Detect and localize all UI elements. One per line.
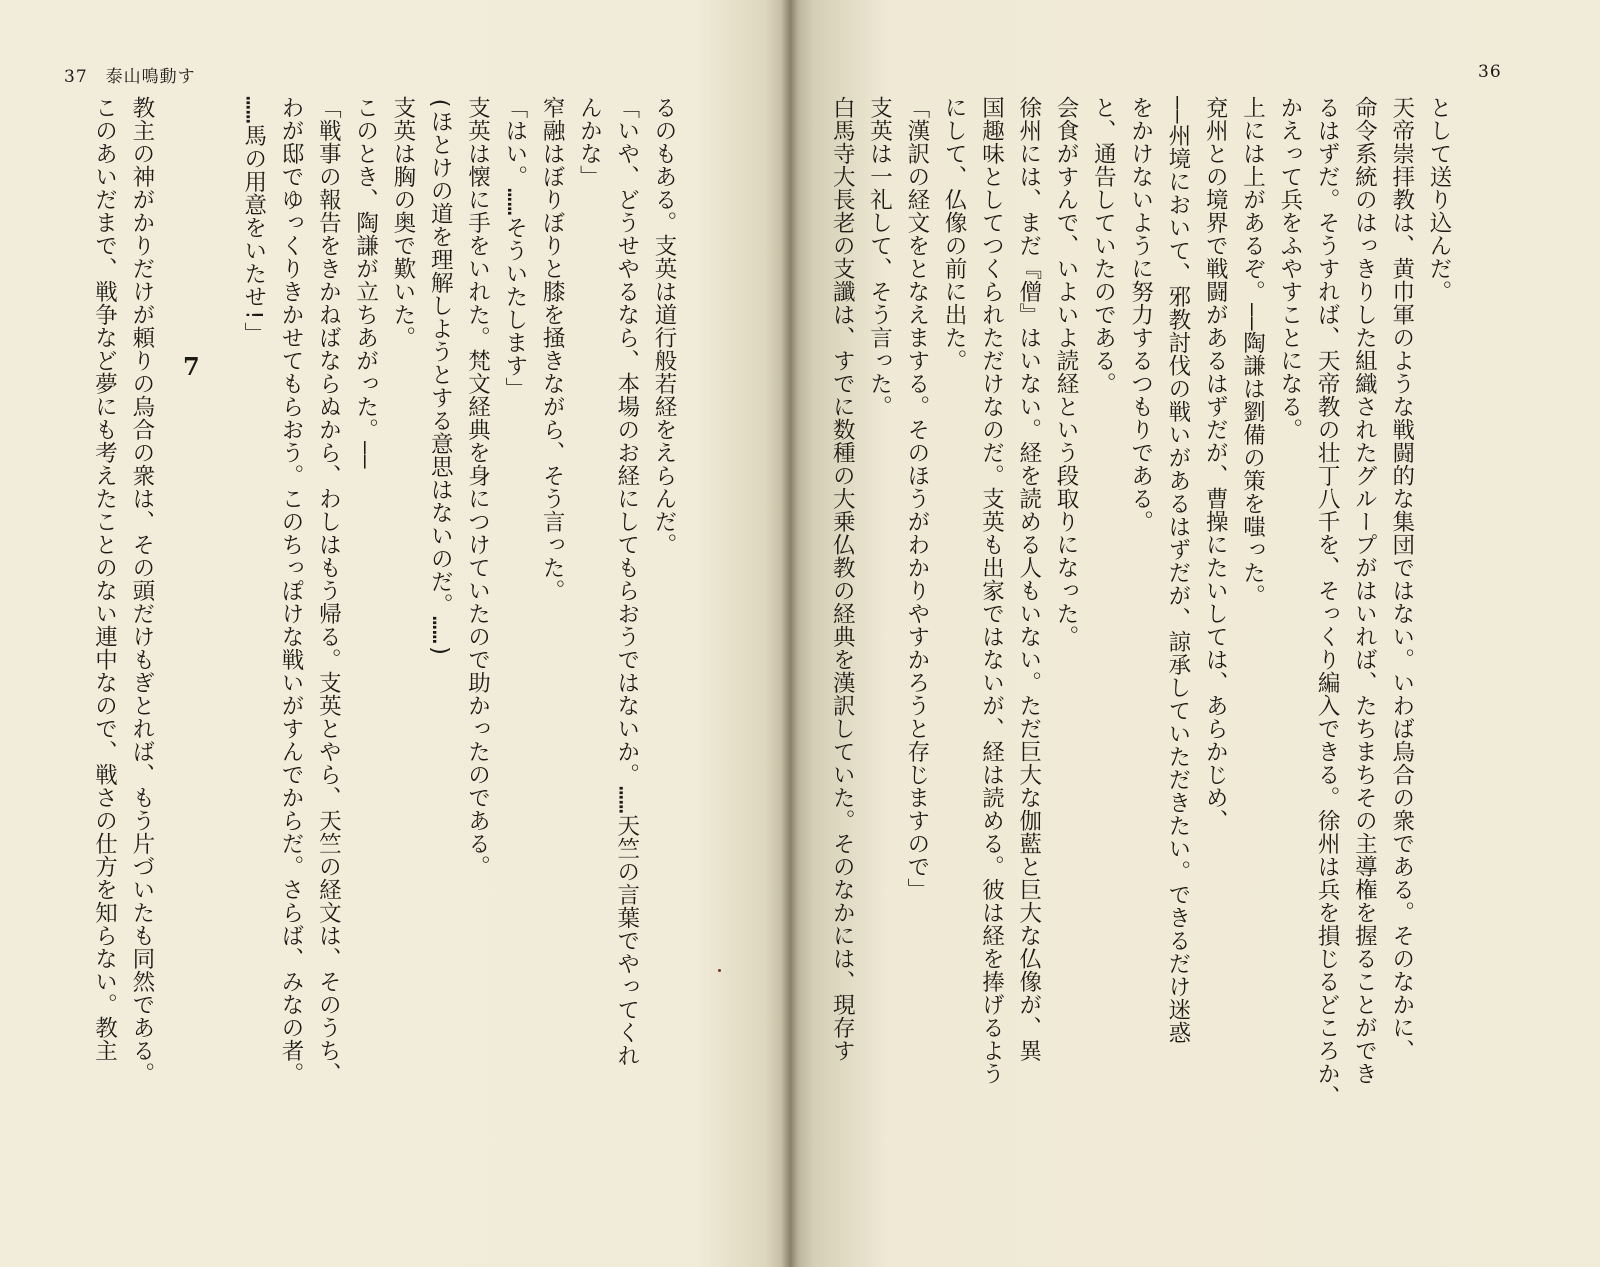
text-line: 天帝崇拝教は、黄巾軍のような戦闘的な集団ではない。いわば烏合の衆である。そのなかに、 <box>1388 96 1415 1062</box>
text-line: かえって兵をふやすことになる。 <box>1276 96 1303 441</box>
text-line: と、通告していたのである。 <box>1090 96 1117 395</box>
text-line: 「戦事の報告をきかねばならぬから、わしはもう帰る。支英とやら、天竺の経文は、そのうち、 <box>315 96 342 1085</box>
text-line: ——州境において、邪教討伐の戦いがあるはずだが、諒承していただきたい。できるだけ迷惑 <box>1164 96 1191 1045</box>
text-line: んかな」 <box>576 96 603 188</box>
left-page-body-text <box>82 96 682 1226</box>
text-line: このとき、陶謙が立ちあがった。—— <box>352 96 379 470</box>
text-line: 教主の神がかりだけが頼りの烏合の衆は、その頭だけもぎとれば、もう片づいたも同然である。 <box>128 96 155 1085</box>
text-line: 支英は胸の奥で歎いた。 <box>389 96 416 349</box>
text-line: として送り込んだ。 <box>1426 96 1452 303</box>
left-page-number: 37 <box>64 67 88 87</box>
text-line: (ほとけの道を理解しようとする意思はないのだ。……) <box>427 96 454 659</box>
text-line: 兗州との境界で戦闘があるはずだが、曹操にたいしては、あらかじめ、 <box>1202 96 1229 832</box>
text-line: 白馬寺大長老の支讖は、すでに数種の大乗仏教の経典を漢訳していた。そのなかには、現存す <box>829 96 856 1062</box>
text-line: るのもある。支英は道行般若経をえらんだ。 <box>651 96 677 556</box>
running-head: 泰山鳴動す <box>105 67 196 87</box>
section-number: 7 <box>183 352 200 381</box>
text-line: 上には上があるぞ。——陶謙は劉備の策を嗤った。 <box>1239 96 1266 608</box>
right-page-body-text <box>820 96 1457 1226</box>
ink-speck <box>718 969 721 972</box>
text-line: ……馬の用意をいたせ!」 <box>240 96 267 346</box>
text-line: わが邸でゆっくりきかせてもらおう。このちっぽけな戦いがすんでからだ。さらば、みなの者。 <box>278 96 305 1085</box>
text-line: にして、仏像の前に出た。 <box>941 96 968 372</box>
text-line: 国趣味としてつくられただけなのだ。支英も出家ではないが、経は読める。彼は経を捧げるよう <box>978 96 1005 1085</box>
text-line: るはずだ。そうすれば、天帝教の壮丁八千を、そっくり編入できる。徐州は兵を損じるどころか、 <box>1314 96 1341 1108</box>
text-line: 「いや、どうせやるなら、本場のお経にしてもらおうではないか。……天竺の言葉でやってくれ <box>613 96 640 1068</box>
text-line: 会食がすんで、いよいよ読経という段取りになった。 <box>1053 96 1080 648</box>
text-line: をかけないように努力するつもりである。 <box>1127 96 1154 533</box>
text-line: 窄融はぼりぼりと膝を掻きながら、そう言った。 <box>539 96 566 602</box>
left-page-header <box>64 62 196 87</box>
text-line: 「はい。……そういたします」 <box>501 96 528 401</box>
text-line: 支英は一礼して、そう言った。 <box>866 96 893 418</box>
text-line: 支英は懐に手をいれた。梵文経典を身につけていたので助かったのである。 <box>464 96 491 878</box>
text-line: このあいだまで、戦争など夢にも考えたことのない連中なので、戦さの仕方を知らない。教主 <box>91 96 118 1062</box>
text-line: 命令系統のはっきりした組織されたグループがはいれば、たちまちその主導権を握ることができ <box>1351 96 1378 1085</box>
book-gutter <box>781 0 799 1267</box>
text-line: 徐州には、まだ『僧』はいない。経を読める人もいない。ただ巨大な伽藍と巨大な仏像が、異 <box>1015 96 1042 1062</box>
right-page-number: 36 <box>1478 62 1502 82</box>
text-line: 「漢訳の経文をとなえまする。そのほうがわかりやすかろうと存じますので」 <box>903 96 930 901</box>
